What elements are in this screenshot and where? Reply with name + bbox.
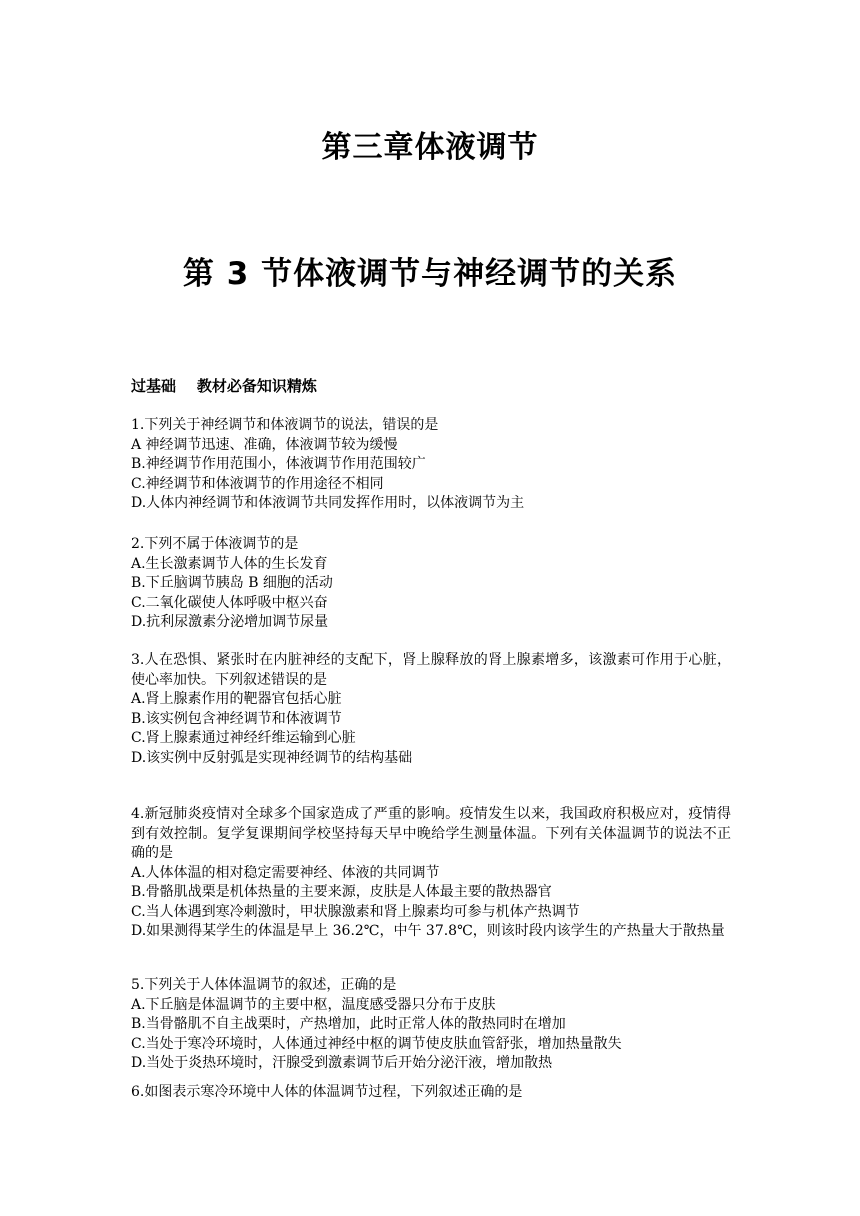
question-5: [131, 976, 731, 1074]
option-d: D.当处于炎热环境时，汗腺受到激素调节后开始分泌汗液，增加散热: [131, 1055, 553, 1071]
option-b: B.当骨骼肌不自主战栗时，产热增加，此时正常人体的散热同时在增加: [131, 1016, 566, 1032]
question-stem: 2.下列不属于体液调节的是: [131, 536, 299, 552]
subheading: 过基础 教材必备知识精炼: [131, 377, 317, 395]
option-c: C.当处于寒冷环境时，人体通过神经中枢的调节使皮肤血管舒张，增加热量散失: [131, 1035, 622, 1052]
option-c: C.肾上腺素通过神经纤维运输到心脏: [131, 730, 356, 746]
option-c: C.当人体遇到寒冷刺激时，甲状腺激素和肾上腺素均可参与机体产热调节: [131, 903, 580, 920]
option-a: A.肾上腺素作用的靶器官包括心脏: [131, 691, 342, 707]
option-d: D.如果测得某学生的体温是早上 36.2℃，中午 37.8℃，则该时段内该学生的产热量大于散热量: [131, 923, 725, 939]
option-c: C.神经调节和体液调节的作用途径不相同: [131, 475, 384, 492]
question-stem: 4.新冠肺炎疫情对全球多个国家造成了严重的影响。疫情发生以来，我国政府积极应对，疫情得到有效控制。复学复课期间学校坚持每天早中晚给学生测量体温。下列有关体温调节的说法不正确的是: [131, 806, 731, 861]
option-d: D.人体内神经调节和体液调节共同发挥作用时，以体液调节为主: [131, 495, 525, 511]
chapter-title: 第三章体液调节: [321, 130, 539, 165]
option-a: A 神经调节迅速、准确，体液调节较为缓慢: [131, 436, 398, 453]
option-a: A.生长激素调节人体的生长发育: [131, 555, 328, 572]
question-stem: 3.人在恐惧、紧张时在内脏神经的支配下，肾上腺释放的肾上腺素增多，该激素可作用于心脏，使心率加快。下列叙述错误的是: [131, 652, 731, 688]
question-2: [131, 535, 731, 633]
option-a: A.下丘脑是体温调节的主要中枢，温度感受器只分布于皮肤: [131, 996, 496, 1013]
question-stem: 5.下列关于人体体温调节的叙述，正确的是: [131, 977, 397, 993]
option-b: B.该实例包含神经调节和体液调节: [131, 710, 342, 727]
option-c: C.二氧化碳使人体呼吸中枢兴奋: [131, 594, 328, 611]
option-b: B.下丘脑调节胰岛 B 细胞的活动: [131, 575, 333, 591]
question-4: [131, 805, 731, 942]
question-stem: 6.如图表示寒冷环境中人体的体温调节过程，下列叙述正确的是: [131, 1084, 523, 1100]
option-a: A.人体体温的相对稳定需要神经、体液的共同调节: [131, 864, 440, 881]
section-title: 第 3 节体液调节与神经调节的关系: [182, 256, 678, 292]
option-d: D.该实例中反射弧是实现神经调节的结构基础: [131, 749, 413, 766]
question-1: [131, 416, 731, 514]
question-3: [131, 651, 731, 768]
option-d: D.抗利尿激素分泌增加调节尿量: [131, 614, 329, 630]
option-b: B.神经调节作用范围小，体液调节作用范围较广: [131, 456, 426, 472]
question-stem: 1.下列关于神经调节和体液调节的说法，错误的是: [131, 417, 439, 433]
option-b: B.骨骼肌战栗是机体热量的主要来源，皮肤是人体最主要的散热器官: [131, 884, 552, 900]
question-6: [131, 1083, 731, 1103]
